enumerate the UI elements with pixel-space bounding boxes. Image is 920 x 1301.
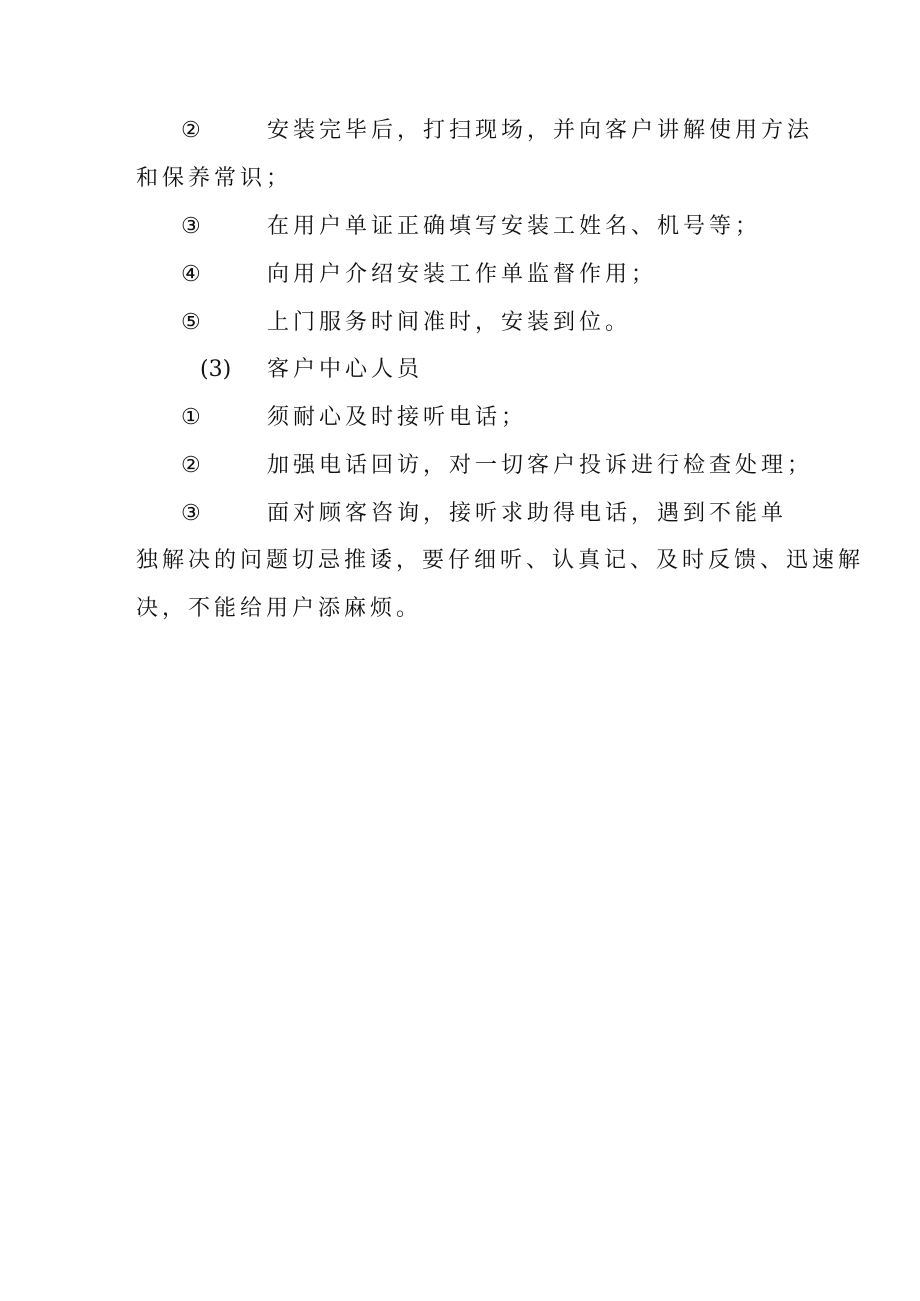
item-marker: ⑤ — [181, 310, 201, 335]
section-marker: (3) — [200, 357, 232, 382]
section-item-marker: ② — [181, 453, 201, 478]
item-text: 安装完毕后，打扫现场，并向客户讲解使用方法 — [267, 118, 814, 143]
item-text: 向用户介绍安装工作单监督作用； — [267, 262, 658, 287]
section-title: 客户中心人员 — [267, 357, 424, 382]
section-item-marker: ③ — [181, 501, 201, 526]
section-item-continuation: 决，不能给用户添麻烦。 — [136, 596, 423, 621]
item-text: 上门服务时间准时，安装到位。 — [267, 310, 632, 335]
section-item-continuation: 独解决的问题切忌推诿，要仔细听、认真记、及时反馈、迅速解 — [136, 548, 865, 573]
item-marker: ④ — [181, 262, 201, 287]
section-item-text: 须耐心及时接听电话； — [267, 405, 528, 430]
item-marker: ② — [181, 118, 201, 143]
item-continuation: 和保养常识； — [136, 166, 293, 191]
section-item-marker: ① — [181, 405, 201, 430]
section-item-text: 加强电话回访，对一切客户投诉进行检查处理； — [267, 453, 814, 478]
item-text: 在用户单证正确填写安装工姓名、机号等； — [267, 214, 762, 239]
item-marker: ③ — [181, 214, 201, 239]
section-item-text: 面对顾客咨询，接听求助得电话，遇到不能单 — [267, 501, 788, 526]
